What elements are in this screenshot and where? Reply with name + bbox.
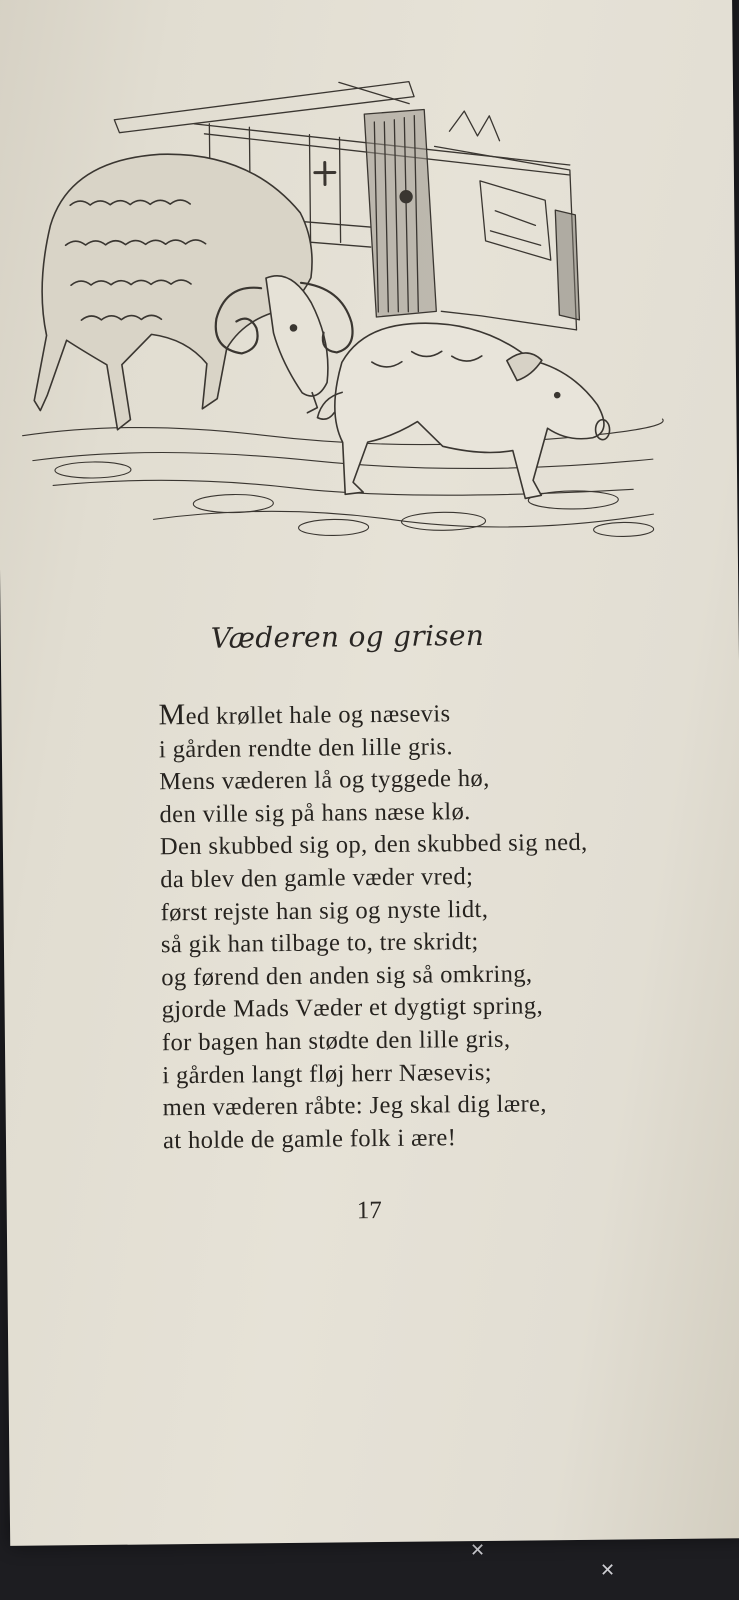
verse-line: i gården langt fløj herr Næsevis; [162,1058,493,1089]
verse-line: og førend den anden sig så omkring, [161,960,533,992]
verse-line: Mens væderen lå og tyggede hø, [159,765,490,796]
poem-title: Væderen og grisen [210,618,485,655]
verse-line: at holde de gamle folk i ære! [162,1123,457,1155]
verse-line: først rejste han sig og nyste lidt, [160,895,489,926]
fabric-pattern-mark: ✕ [600,1560,616,1581]
verse-line: den ville sig på hans næse klø. [159,797,471,829]
verse-line: Den skubbed sig op, den skubbed sig ned, [159,829,588,861]
verse-line-1 [158,694,678,734]
verse-line-text: ed krøllet hale og næsevis [185,700,451,731]
verse-line: da blev den gamle væder vred; [160,862,474,894]
page-number: 17 [356,1197,382,1225]
verse-line: gjorde Mads Væder et dygtigt spring, [161,992,544,1024]
drop-cap: M [158,698,186,732]
poem-verse [158,694,683,1158]
verse-line: så gik han tilbage to, tre skridt; [160,928,479,959]
pig-drawing [316,321,610,500]
verse-line: for bagen han stødte den lille gris, [161,1025,511,1057]
verse-line: men væderen råbte: Jeg skal dig lære, [162,1090,548,1122]
fabric-pattern-mark: ✕ [470,1540,486,1561]
verse-line: i gården rendte den lille gris. [158,732,454,763]
ram-drawing [32,152,354,430]
ram-and-pig-illustration [9,59,674,556]
